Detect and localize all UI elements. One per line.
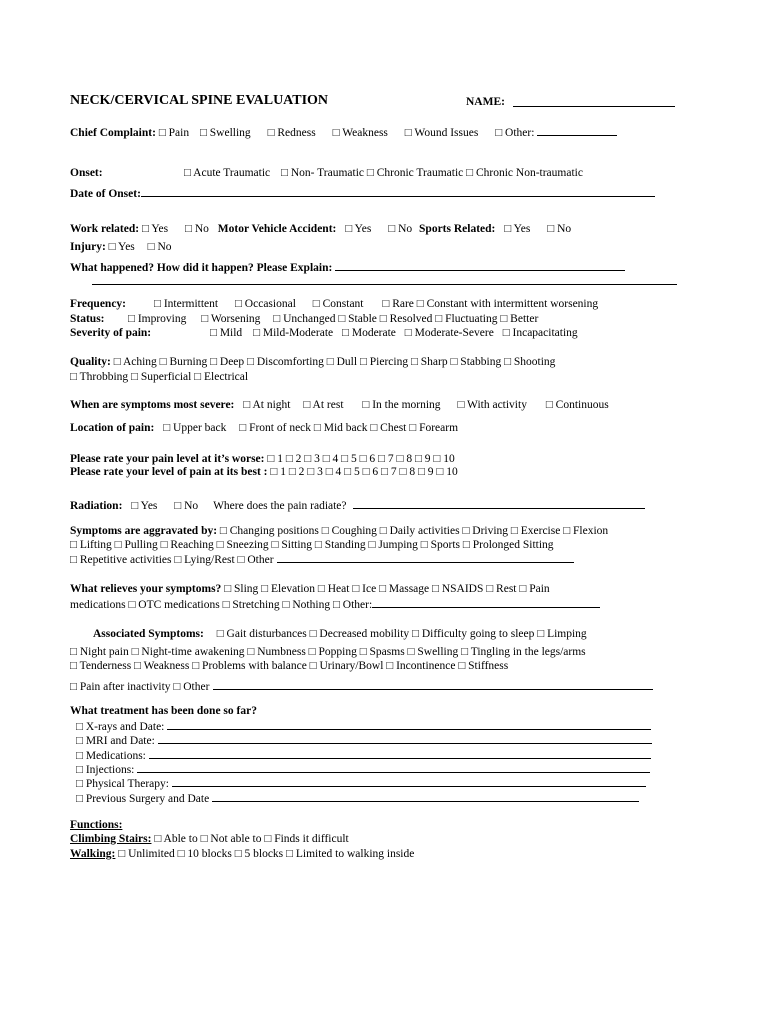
option-unchanged[interactable]: □ Unchanged □ Stable □ Resolved □ Fluctuating □ Better — [273, 313, 539, 325]
medications-field[interactable] — [149, 747, 651, 759]
option-with-activity[interactable]: □ With activity — [457, 399, 527, 411]
aggravated-other-field[interactable] — [277, 551, 574, 563]
option-other[interactable]: □ Other: — [495, 127, 535, 139]
walking-options[interactable]: □ Unlimited □ 10 blocks □ 5 blocks □ Limited to walking inside — [118, 848, 415, 860]
work-no[interactable]: □ No — [185, 223, 209, 235]
option-intermittent[interactable]: □ Intermittent — [154, 298, 219, 310]
option-mild-moderate[interactable]: □ Mild-Moderate — [253, 327, 334, 339]
treatment-previous-surgery: □ Previous Surgery and Date — [76, 790, 639, 806]
aggravated-options-line2[interactable]: □ Lifting □ Pulling □ Reaching □ Sneezing □ Sitting □ Standing □ Jumping □ Sports □ Prolonged Sitting — [70, 539, 554, 551]
climbing-stairs-row: Climbing Stairs: □ Able to □ Not able to □ Finds it difficult — [70, 833, 349, 845]
sports-no[interactable]: □ No — [547, 223, 572, 235]
option-occasional[interactable]: □ Occasional — [234, 298, 296, 310]
option-in-the-morning[interactable]: □ In the morning — [362, 399, 441, 411]
functions-label: Functions: — [70, 819, 123, 831]
date-of-onset-field[interactable] — [141, 185, 655, 197]
mri-field[interactable] — [158, 732, 652, 744]
treatment-mri: □ MRI and Date: — [76, 732, 652, 748]
rate-worse-row: Please rate your pain level at it’s worse: □ 1 □ 2 □ 3 □ 4 □ 5 □ 6 □ 7 □ 8 □ 9 □ 10 — [70, 453, 455, 465]
option-improving[interactable]: □ Improving — [128, 313, 187, 325]
rate-worse-scale[interactable]: □ 1 □ 2 □ 3 □ 4 □ 5 □ 6 □ 7 □ 8 □ 9 □ 10 — [267, 453, 455, 465]
radiation-row: Radiation: □ Yes □ No Where does the pain radiate? — [70, 497, 645, 513]
onset-options — [184, 166, 583, 180]
date-of-onset-row: Date of Onset: — [70, 185, 655, 201]
treatment-injections: □ Injections: — [76, 761, 650, 777]
option-worsening[interactable]: □ Worsening — [201, 313, 261, 325]
option-front-of-neck[interactable]: □ Front of neck □ Mid back □ Chest □ Forearm — [239, 422, 459, 434]
work-yes[interactable]: □ Yes — [141, 223, 169, 235]
name-field[interactable] — [513, 95, 675, 107]
quality-row: Quality: □ Aching □ Burning □ Deep □ Discomforting □ Dull □ Piercing □ Sharp □ Stabbing □ Shooting — [70, 356, 556, 368]
option-non-traumatic[interactable]: □ Non- Traumatic □ Chronic Traumatic □ Chronic Non-traumatic — [281, 167, 583, 179]
when-severe-row: When are symptoms most severe: □ At night □ At rest □ In the morning □ With activity □ Continuous — [70, 399, 609, 411]
climbing-stairs-options[interactable]: □ Able to □ Not able to □ Finds it difficult — [154, 833, 349, 845]
relieves-options-line1[interactable]: □ Sling □ Elevation □ Heat □ Ice □ Massage □ NSAIDS □ Rest □ Pain — [224, 583, 550, 595]
aggravated-options-line3[interactable]: □ Repetitive activities □ Lying/Rest □ Other — [70, 554, 274, 566]
aggravated-row: Symptoms are aggravated by: □ Changing positions □ Coughing □ Daily activities □ Driving □ Exercise □ Flexion — [70, 525, 609, 537]
xrays-field[interactable] — [167, 718, 651, 730]
treatment-physical-therapy: □ Physical Therapy: — [76, 775, 646, 791]
rate-best-scale[interactable]: □ 1 □ 2 □ 3 □ 4 □ 5 □ 6 □ 7 □ 8 □ 9 □ 10 — [270, 466, 458, 478]
mva-yes[interactable]: □ Yes — [345, 223, 372, 235]
relieves-row: What relieves your symptoms? □ Sling □ Elevation □ Heat □ Ice □ Massage □ NSAIDS □ Rest □ Pain — [70, 583, 550, 595]
option-acute-traumatic[interactable]: □ Acute Traumatic — [184, 167, 271, 179]
mva-no[interactable]: □ No — [388, 223, 413, 235]
frequency-label: Frequency: — [70, 298, 127, 310]
associated-options-line1[interactable]: □ Gait disturbances □ Decreased mobility □ Difficulty going to sleep □ Limping — [216, 628, 587, 640]
associated-options-line3[interactable]: □ Tenderness □ Weakness □ Problems with balance □ Urinary/Bowl □ Incontinence □ Stiffness — [70, 660, 509, 672]
relieves-other-field[interactable] — [372, 596, 600, 608]
rate-best-row: Please rate your level of pain at its best : □ 1 □ 2 □ 3 □ 4 □ 5 □ 6 □ 7 □ 8 □ 9 □ 10 — [70, 466, 458, 478]
option-at-night[interactable]: □ At night — [243, 399, 291, 411]
option-upper-back[interactable]: □ Upper back — [163, 422, 227, 434]
quality-options-line2[interactable]: □ Throbbing □ Superficial □ Electrical — [70, 371, 249, 383]
radiation-no[interactable]: □ No — [174, 500, 199, 512]
option-moderate[interactable]: □ Moderate — [342, 327, 396, 339]
severity-label: Severity of pain: — [70, 327, 152, 339]
option-swelling[interactable]: □ Swelling — [199, 127, 251, 139]
aggravated-options-line1[interactable]: □ Changing positions □ Coughing □ Daily activities □ Driving □ Exercise □ Flexion — [219, 525, 609, 537]
physical-therapy-field[interactable] — [172, 775, 646, 787]
treatment-label: What treatment has been done so far? — [70, 705, 257, 717]
frequency-options — [154, 297, 598, 311]
relieves-line2 — [70, 596, 600, 612]
injury-row: Injury: □ Yes □ No — [70, 241, 172, 253]
injury-no[interactable]: □ No — [147, 241, 172, 253]
relieves-options-line2[interactable]: medications □ OTC medications □ Stretching □ Nothing □ Other: — [70, 599, 373, 611]
work-related-row: Work related: □ Yes □ No Motor Vehicle Accident: □ Yes □ No Sports Related: □ Yes □ No — [70, 223, 572, 235]
radiation-yes[interactable]: □ Yes — [131, 500, 158, 512]
status-options — [128, 312, 538, 326]
explain-line[interactable] — [92, 284, 677, 285]
option-weakness[interactable]: □ Weakness — [332, 127, 388, 139]
status-label: Status: — [70, 313, 105, 325]
associated-options-line2[interactable]: □ Night pain □ Night-time awakening □ Numbness □ Popping □ Spasms □ Swelling □ Tingling in the legs/arms — [70, 646, 586, 658]
page-title: NECK/CERVICAL SPINE EVALUATION — [70, 93, 329, 108]
injury-yes[interactable]: □ Yes — [108, 241, 135, 253]
associated-options-line4[interactable]: □ Pain after inactivity □ Other — [70, 681, 210, 693]
option-mild[interactable]: □ Mild — [210, 327, 243, 339]
onset-label: Onset: — [70, 167, 103, 179]
treatment-medications: □ Medications: — [76, 747, 651, 763]
associated-other-field[interactable] — [213, 678, 653, 690]
previous-surgery-field[interactable] — [212, 790, 639, 802]
severity-options — [210, 326, 578, 340]
treatment-xrays: □ X-rays and Date: — [76, 718, 651, 734]
radiation-field[interactable] — [353, 497, 645, 509]
what-happened-field[interactable] — [335, 259, 625, 271]
option-at-rest[interactable]: □ At rest — [303, 399, 344, 411]
name-label: NAME: — [466, 96, 505, 108]
option-pain[interactable]: □ Pain — [158, 127, 190, 139]
option-wound-issues[interactable]: □ Wound Issues — [404, 127, 479, 139]
option-continuous[interactable]: □ Continuous — [545, 399, 609, 411]
option-rare[interactable]: □ Rare □ Constant with intermittent worsening — [382, 298, 599, 310]
option-moderate-severe[interactable]: □ Moderate-Severe — [404, 327, 494, 339]
what-happened-row: What happened? How did it happen? Please Explain: — [70, 259, 625, 275]
walking-row: Walking: □ Unlimited □ 10 blocks □ 5 blocks □ Limited to walking inside — [70, 848, 415, 860]
chief-complaint-row: Chief Complaint: □ Pain □ Swelling □ Redness □ Weakness □ Wound Issues □ Other: — [70, 124, 617, 140]
option-redness[interactable]: □ Redness — [267, 127, 316, 139]
sports-yes[interactable]: □ Yes — [504, 223, 531, 235]
option-constant[interactable]: □ Constant — [312, 298, 364, 310]
location-row: Location of pain: □ Upper back □ Front of neck □ Mid back □ Chest □ Forearm — [70, 422, 459, 434]
aggravated-line3 — [70, 551, 574, 567]
quality-options-line1[interactable]: □ Aching □ Burning □ Deep □ Discomforting □ Dull □ Piercing □ Sharp □ Stabbing □ Shooting — [113, 356, 556, 368]
other-field[interactable] — [537, 124, 617, 136]
injections-field[interactable] — [137, 761, 650, 773]
option-incapacitating[interactable]: □ Incapacitating — [502, 327, 578, 339]
associated-row: Associated Symptoms: □ Gait disturbances □ Decreased mobility □ Difficulty going to sleep □ Limping — [93, 628, 587, 640]
associated-line4 — [70, 678, 653, 694]
